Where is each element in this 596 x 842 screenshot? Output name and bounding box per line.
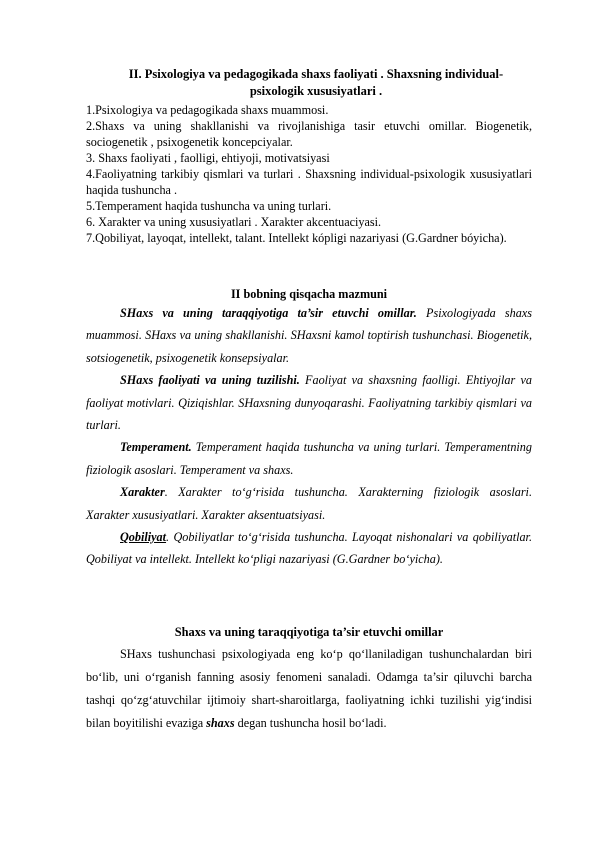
summary-lead: SHaxs va uning taraqqiyotiga ta’sir etuvchi omillar. — [120, 306, 417, 320]
summary-lead: SHaxs faoliyati va uning tuzilishi. — [120, 373, 300, 388]
chapter-title-line1: II. Psixologiya va pedagogikada shaxs faoliyati . Shaxsning individual- — [128, 67, 504, 81]
section-heading: Shaxs va uning taraqqiyotiga ta’sir etuvchi omillar — [174, 625, 444, 639]
summary-text: Faoliyat va shaxsning faolligi. Ehtiyojlar va faoliyat motivlari. Qiziqishlar. SHaxsning dunyoqarashi. Faoliyatning tarkibiy qismlari va turlari. — [86, 373, 532, 433]
topic-item: 3. Shaxs faoliyati , faolligi, ehtiyoji, motivatsiyasi — [86, 151, 330, 165]
summary-heading: II bobning qisqacha mazmuni — [230, 287, 388, 301]
topic-item: 5.Temperament haqida tushuncha va uning turlari. — [86, 199, 332, 213]
summary-text: . Xarakter to‘g‘risida tushuncha. Xarakterning fiziologik asoslari. Xarakter xususiyatlari. Xarakter aksentuatsiyasi. — [86, 485, 532, 522]
body-text — [86, 643, 532, 735]
summary-lead: Temperament. — [120, 440, 192, 455]
chapter-title-line2: psixologik xususiyatlari . — [249, 84, 383, 98]
summary-section — [86, 302, 532, 571]
body-paragraph — [86, 643, 532, 735]
summary-paragraph — [86, 436, 532, 481]
body-text-end: degan tushuncha hosil bo‘ladi. — [234, 716, 387, 730]
chapter-title — [86, 66, 546, 100]
topic-item: 2.Shaxs va uning shakllanishi va rivojlanishiga tasir etuvchi omillar. Biogenetik, sociogenetik , psixogenetik koncepciyalar. — [86, 119, 532, 149]
summary-paragraph — [86, 302, 532, 369]
summary-text: . Qobiliyatlar to‘g‘risida tushuncha. Layoqat nishonalari va qobiliyatlar. Qobiliyat va intellekt. Intellekt ko‘pligi nazariyasi (G.Gardner bo‘yicha). — [86, 530, 532, 567]
topic-item: 4.Faoliyatning tarkibiy qismlari va turlari . Shaxsning individual-psixologik xususiyatlari haqida tushuncha . — [86, 167, 532, 197]
topic-item: 7.Qobiliyat, layoqat, intellekt, talant. Intellekt kópligi nazariyasi (G.Gardner bóyicha). — [86, 231, 507, 245]
summary-paragraph — [86, 526, 532, 571]
body-emphasis: shaxs — [206, 716, 235, 730]
summary-lead: Qobiliyat — [120, 530, 167, 545]
summary-paragraph — [86, 481, 532, 526]
summary-text: Temperament haqida tushuncha va uning turlari. Temperamentning fiziologik asoslari. Temperament va shaxs. — [86, 440, 532, 477]
body-text-start: SHaxs tushunchasi psixologiyada eng ko‘p qo‘llaniladigan tushunchalardan biri bo‘lib, uni o‘rganish fanning asosiy fenomeni sanaladi. Odamga ta’sir qiluvchi barcha tashqi qo‘zg‘atuvchilar ijtimoiy shart-sharoitlarga, faoliyatning ichki tuzilishi yig‘indisi bilan boyitilishi evaziga — [86, 647, 532, 730]
topic-item: 6. Xarakter va uning xususiyatlari . Xarakter akcentuaciyasi. — [86, 215, 382, 229]
summary-lead: Xarakter — [120, 485, 165, 500]
topics-list — [86, 102, 532, 246]
summary-text: Psixologiyada shaxs muammosi. SHaxs va uning shakllanishi. SHaxsni kamol toptirish tushunchasi. Biogenetik, sotsiogenetik, psixogenetik konsepsiyalar. — [86, 306, 532, 365]
topic-item: 1.Psixologiya va pedagogikada shaxs muammosi. — [86, 103, 329, 117]
summary-paragraph — [86, 369, 532, 436]
